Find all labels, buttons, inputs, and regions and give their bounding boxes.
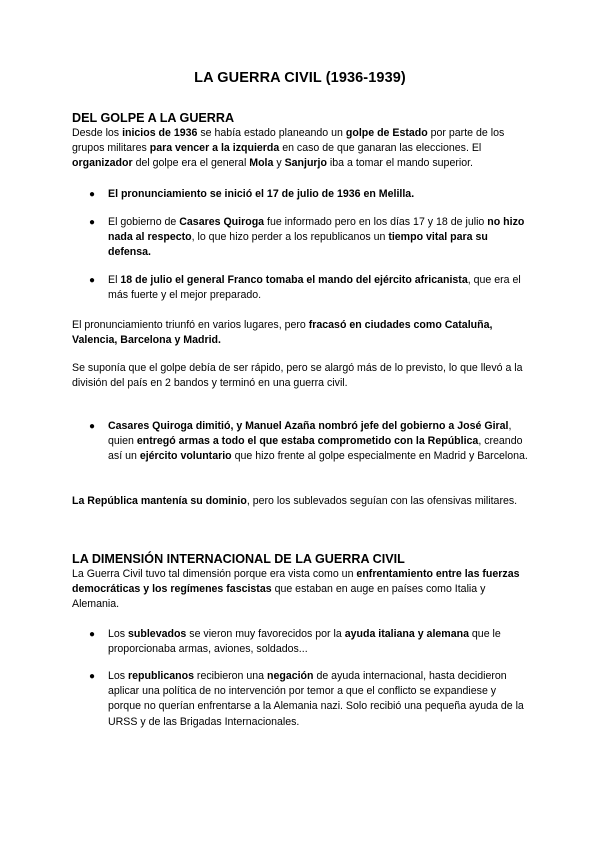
text-run: El [108, 274, 121, 286]
text-run: Se suponía que el golpe debía de ser rápido, pero se alargó más de lo previsto, lo que llevó a la división del país en 2 bandos y terminó en una guerra civil. [72, 362, 523, 390]
bullet-icon: ● [89, 189, 96, 200]
list-item [89, 669, 528, 730]
bold-text-run: para vencer a la izquierda [149, 142, 280, 155]
bullet-icon: ● [89, 671, 96, 682]
bold-text-run: Mola [249, 157, 274, 170]
text-run: El pronunciamiento triunfó en varios lugares, pero [72, 319, 309, 331]
paragraph-internacional [72, 567, 528, 613]
bold-text-run: tiempo vital para su defensa. [108, 231, 488, 259]
list-item [89, 187, 528, 202]
bold-text-run: entregó armas a todo el que estaba comprometido con la República [136, 435, 479, 448]
bold-text-run: inicios de 1936 [122, 127, 198, 139]
bullet-icon: ● [89, 275, 96, 286]
bold-text-run: enfrentamiento entre las fuerzas democráticas y los regímenes fascistas [72, 568, 520, 596]
text-run: de ayuda internacional, hasta decidieron aplicar una política de no intervención por temor a que el conflicto se expandiese y porque no querían enfrentarse a la Alemania nazi. Solo recibió una pequeña ayuda de la URSS y de las Brigadas Internacionales. [108, 670, 524, 728]
paragraph-division [72, 361, 528, 391]
text-run: que hizo frente al golpe especialmente en Madrid y Barcelona. [231, 450, 528, 463]
bullet-icon: ● [89, 217, 96, 228]
page-title: LA GUERRA CIVIL (1936-1939) [194, 70, 406, 86]
bold-text-run: fracasó en ciudades como Cataluña, Valencia, Barcelona y Madrid. [72, 319, 493, 347]
bold-text-run: sublevados [128, 628, 187, 640]
bold-text-run: 18 de julio el general Franco tomaba el mando del ejército africanista [120, 274, 468, 286]
bold-text-run: negación [267, 670, 314, 682]
bold-text-run: La República mantenía su dominio [72, 495, 247, 507]
bold-text-run: ayuda italiana y alemana [344, 628, 469, 640]
section-heading-golpe: DEL GOLPE A LA GUERRA [72, 111, 235, 125]
text-run: fue informado pero en los días 17 y 18 de julio [264, 216, 488, 228]
text-run: en caso de que ganaran las elecciones. El [279, 142, 482, 155]
bullet-icon: ● [89, 629, 96, 640]
bold-text-run: golpe de Estado [345, 127, 428, 139]
bold-text-run: Casares Quiroga [179, 216, 265, 228]
text-run: se había estado planeando un [197, 127, 346, 139]
text-run: iba a tomar el mando superior. [326, 157, 474, 170]
bold-text-run: republicanos [128, 670, 194, 682]
list-item [89, 419, 528, 465]
bold-text-run: Sanjurjo [284, 157, 327, 170]
text-run: Los [108, 670, 129, 682]
text-run: , que era el más fuerte y el mejor preparado. [108, 274, 521, 302]
text-run: Los [108, 628, 129, 640]
bold-text-run: ejército voluntario [139, 450, 232, 463]
text-run: El gobierno de [108, 216, 180, 228]
section-heading-internacional: LA DIMENSIÓN INTERNACIONAL DE LA GUERRA CIVIL [72, 552, 405, 566]
text-run: se vieron muy favorecidos por la [186, 628, 345, 640]
paragraph-pronunciamiento [72, 318, 528, 348]
text-run: y [273, 157, 285, 170]
paragraph-republica [72, 494, 528, 509]
text-run: , pero los sublevados seguían con las ofensivas militares. [246, 495, 518, 507]
bold-text-run: no hizo nada al respecto [108, 216, 525, 244]
text-run: recibieron una [193, 670, 267, 682]
text-run: del golpe era el general [132, 157, 250, 170]
paragraph-intro [72, 126, 528, 172]
bold-text-run: El pronunciamiento se inició el 17 de julio de 1936 en Melilla. [108, 188, 415, 200]
text-run: Desde los [72, 127, 123, 139]
text-run: por parte de los grupos militares [72, 127, 505, 155]
text-run: que estaban en auge en países como Italia y Alemania. [72, 583, 486, 611]
text-run: que le proporcionaba armas, aviones, soldados... [108, 628, 501, 656]
list-item [89, 627, 528, 657]
text-run: , lo que hizo perder a los republicanos un [191, 231, 389, 244]
text-run: , creando así un [108, 435, 523, 463]
list-item [89, 273, 528, 303]
bold-text-run: Casares Quiroga dimitió, y Manuel Azaña nombró jefe del gobierno a José Giral [108, 420, 509, 432]
text-run: , quien [108, 420, 512, 448]
list-item [89, 215, 528, 261]
text-run: La Guerra Civil tuvo tal dimensión porque era vista como un [72, 568, 357, 580]
bold-text-run: organizador [72, 157, 133, 170]
bullet-icon: ● [89, 421, 96, 432]
